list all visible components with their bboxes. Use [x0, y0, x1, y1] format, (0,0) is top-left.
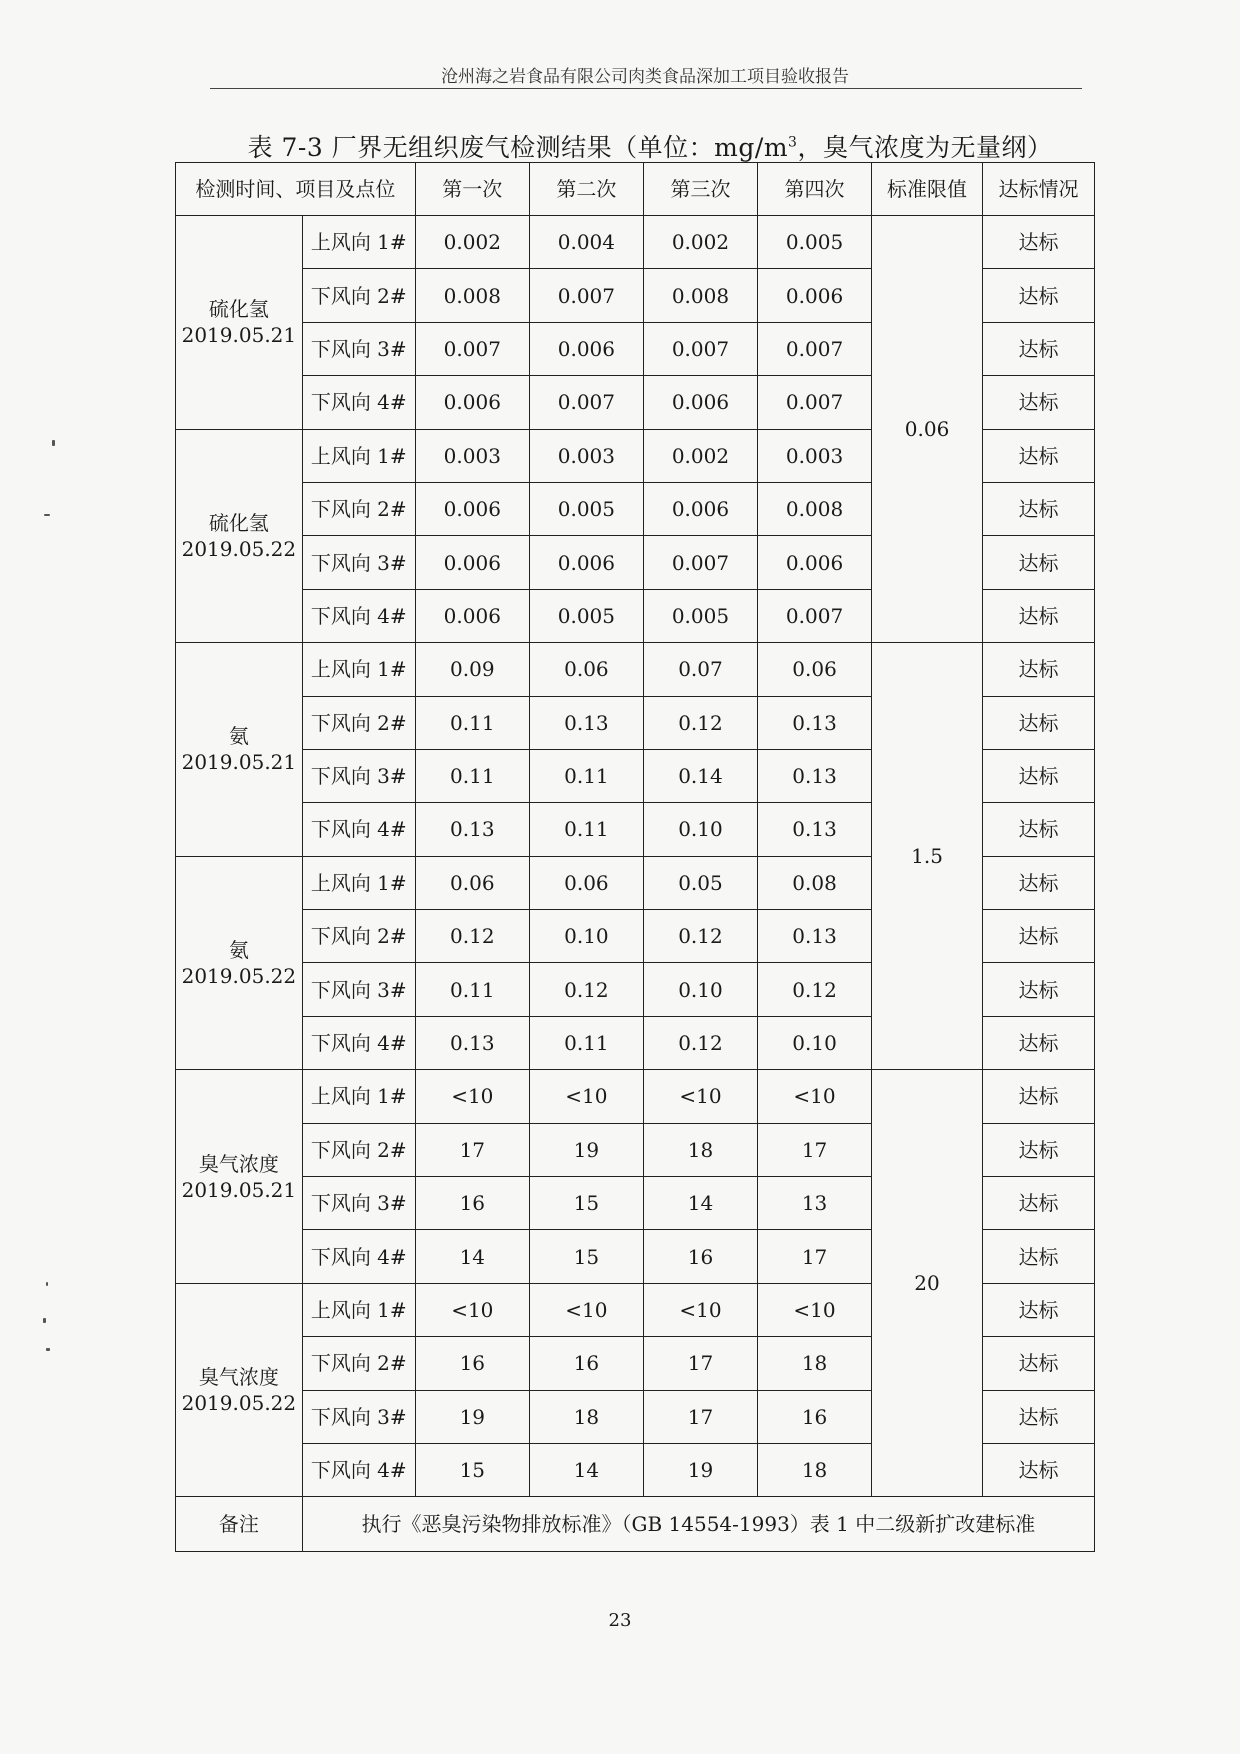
caption-prefix: 表 7-3 厂界无组织废气检测结果（单位：mg/m — [247, 133, 789, 162]
value-cell-run4: 0.13 — [758, 910, 872, 963]
scan-speck — [46, 1348, 50, 1351]
value-cell-run3: 14 — [643, 1177, 757, 1230]
value-cell-run4: 17 — [758, 1230, 872, 1283]
status-cell: 达标 — [982, 1390, 1094, 1443]
status-cell: 达标 — [982, 643, 1094, 696]
value-cell-run2: 0.005 — [529, 482, 643, 535]
value-cell-run1: 16 — [415, 1337, 529, 1390]
value-cell-run4: 0.13 — [758, 749, 872, 802]
limit-cell: 20 — [872, 1070, 983, 1497]
value-cell-run4: <10 — [758, 1283, 872, 1336]
value-cell-run3: 0.002 — [643, 216, 757, 269]
status-cell: 达标 — [982, 1230, 1094, 1283]
status-cell: 达标 — [982, 1337, 1094, 1390]
value-cell-run4: <10 — [758, 1070, 872, 1123]
value-cell-run4: 0.12 — [758, 963, 872, 1016]
point-cell: 下风向 3# — [302, 1390, 415, 1443]
value-cell-run3: 0.07 — [643, 643, 757, 696]
value-cell-run2: 15 — [529, 1177, 643, 1230]
value-cell-run4: 0.007 — [758, 322, 872, 375]
status-cell: 达标 — [982, 910, 1094, 963]
value-cell-run3: 0.005 — [643, 589, 757, 642]
value-cell-run2: 16 — [529, 1337, 643, 1390]
pollutant-name: 硫化氢 — [208, 297, 269, 322]
caption-superscript: 3 — [788, 134, 798, 151]
value-cell-run3: 0.007 — [643, 322, 757, 375]
value-cell-run1: 0.09 — [415, 643, 529, 696]
value-cell-run2: 0.11 — [529, 1016, 643, 1069]
value-cell-run2: 0.10 — [529, 910, 643, 963]
note-text: 执行《恶臭污染物排放标准》（GB 14554-1993）表 1 中二级新扩改建标准 — [302, 1497, 1094, 1552]
value-cell-run1: 0.06 — [415, 856, 529, 909]
header-limit: 标准限值 — [872, 163, 983, 216]
value-cell-run4: 0.007 — [758, 376, 872, 429]
value-cell-run2: 0.007 — [529, 376, 643, 429]
status-cell: 达标 — [982, 429, 1094, 482]
value-cell-run2: 0.007 — [529, 269, 643, 322]
point-cell: 上风向 1# — [302, 643, 415, 696]
value-cell-run1: 0.11 — [415, 749, 529, 802]
value-cell-run3: <10 — [643, 1283, 757, 1336]
status-cell: 达标 — [982, 963, 1094, 1016]
page-number: 23 — [608, 1610, 632, 1631]
table-row — [176, 216, 1095, 269]
value-cell-run4: 18 — [758, 1337, 872, 1390]
value-cell-run3: 0.12 — [643, 696, 757, 749]
value-cell-run4: 16 — [758, 1390, 872, 1443]
point-cell: 下风向 2# — [302, 482, 415, 535]
value-cell-run2: 18 — [529, 1390, 643, 1443]
status-cell: 达标 — [982, 269, 1094, 322]
value-cell-run2: 14 — [529, 1443, 643, 1496]
value-cell-run4: 0.008 — [758, 482, 872, 535]
value-cell-run3: 0.006 — [643, 376, 757, 429]
value-cell-run2: 0.005 — [529, 589, 643, 642]
value-cell-run2: 0.11 — [529, 749, 643, 802]
value-cell-run2: 0.006 — [529, 322, 643, 375]
header-run3: 第三次 — [643, 163, 757, 216]
status-cell: 达标 — [982, 803, 1094, 856]
value-cell-run3: 0.12 — [643, 1016, 757, 1069]
value-cell-run3: 0.008 — [643, 269, 757, 322]
value-cell-run4: 0.10 — [758, 1016, 872, 1069]
status-cell: 达标 — [982, 536, 1094, 589]
point-cell: 下风向 4# — [302, 1443, 415, 1496]
value-cell-run4: 0.007 — [758, 589, 872, 642]
value-cell-run3: <10 — [643, 1070, 757, 1123]
header-run4: 第四次 — [758, 163, 872, 216]
value-cell-run2: 0.11 — [529, 803, 643, 856]
value-cell-run1: 0.11 — [415, 696, 529, 749]
status-cell: 达标 — [982, 696, 1094, 749]
value-cell-run2: 0.06 — [529, 643, 643, 696]
table-row — [176, 1070, 1095, 1123]
value-cell-run4: 0.006 — [758, 536, 872, 589]
group-cell — [176, 1283, 303, 1497]
scan-speck — [43, 1318, 46, 1323]
table-row — [176, 643, 1095, 696]
status-cell: 达标 — [982, 1123, 1094, 1176]
value-cell-run3: 17 — [643, 1337, 757, 1390]
point-cell: 下风向 4# — [302, 1230, 415, 1283]
value-cell-run3: 19 — [643, 1443, 757, 1496]
sampling-date: 2019.05.22 — [181, 963, 297, 988]
value-cell-run3: 0.12 — [643, 910, 757, 963]
value-cell-run1: 0.12 — [415, 910, 529, 963]
value-cell-run3: 0.006 — [643, 482, 757, 535]
value-cell-run3: 0.14 — [643, 749, 757, 802]
value-cell-run1: 15 — [415, 1443, 529, 1496]
value-cell-run2: <10 — [529, 1070, 643, 1123]
header-item: 检测时间、项目及点位 — [176, 163, 416, 216]
value-cell-run3: 16 — [643, 1230, 757, 1283]
point-cell: 上风向 1# — [302, 1283, 415, 1336]
point-cell: 下风向 4# — [302, 803, 415, 856]
value-cell-run3: 0.10 — [643, 803, 757, 856]
point-cell: 下风向 3# — [302, 1177, 415, 1230]
value-cell-run1: <10 — [415, 1070, 529, 1123]
value-cell-run4: 0.003 — [758, 429, 872, 482]
point-cell: 下风向 3# — [302, 963, 415, 1016]
status-cell: 达标 — [982, 376, 1094, 429]
value-cell-run2: 0.12 — [529, 963, 643, 1016]
value-cell-run1: 0.002 — [415, 216, 529, 269]
value-cell-run1: 0.008 — [415, 269, 529, 322]
point-cell: 下风向 2# — [302, 1337, 415, 1390]
value-cell-run3: 18 — [643, 1123, 757, 1176]
sampling-date: 2019.05.22 — [181, 536, 297, 561]
header-rule — [210, 88, 1082, 89]
value-cell-run4: 18 — [758, 1443, 872, 1496]
value-cell-run4: 17 — [758, 1123, 872, 1176]
value-cell-run3: 0.002 — [643, 429, 757, 482]
value-cell-run1: 17 — [415, 1123, 529, 1176]
sampling-date: 2019.05.22 — [181, 1391, 297, 1416]
status-cell: 达标 — [982, 216, 1094, 269]
value-cell-run4: 0.006 — [758, 269, 872, 322]
point-cell: 下风向 4# — [302, 1016, 415, 1069]
point-cell: 下风向 3# — [302, 536, 415, 589]
caption-suffix: ，臭气浓度为无量纲） — [797, 133, 1053, 162]
table-header-row — [176, 163, 1095, 216]
point-cell: 上风向 1# — [302, 1070, 415, 1123]
value-cell-run3: 0.007 — [643, 536, 757, 589]
value-cell-run1: 19 — [415, 1390, 529, 1443]
value-cell-run1: 0.003 — [415, 429, 529, 482]
pollutant-name: 臭气浓度 — [198, 1365, 279, 1390]
value-cell-run4: 13 — [758, 1177, 872, 1230]
status-cell: 达标 — [982, 482, 1094, 535]
value-cell-run2: <10 — [529, 1283, 643, 1336]
point-cell: 下风向 3# — [302, 749, 415, 802]
value-cell-run1: 0.006 — [415, 376, 529, 429]
value-cell-run2: 15 — [529, 1230, 643, 1283]
status-cell: 达标 — [982, 1016, 1094, 1069]
point-cell: 下风向 3# — [302, 322, 415, 375]
status-cell: 达标 — [982, 1443, 1094, 1496]
value-cell-run2: 0.006 — [529, 536, 643, 589]
scan-speck — [46, 1282, 48, 1286]
value-cell-run4: 0.06 — [758, 643, 872, 696]
value-cell-run4: 0.13 — [758, 803, 872, 856]
status-cell: 达标 — [982, 1283, 1094, 1336]
value-cell-run4: 0.13 — [758, 696, 872, 749]
sampling-date: 2019.05.21 — [181, 750, 297, 775]
value-cell-run2: 0.06 — [529, 856, 643, 909]
scan-speck — [52, 440, 55, 446]
point-cell: 下风向 4# — [302, 376, 415, 429]
table-caption — [200, 128, 1100, 164]
value-cell-run2: 0.004 — [529, 216, 643, 269]
group-cell — [176, 856, 303, 1070]
point-cell: 下风向 2# — [302, 1123, 415, 1176]
group-cell — [176, 1070, 303, 1284]
group-cell — [176, 216, 303, 430]
limit-cell: 0.06 — [872, 216, 983, 643]
header-run2: 第二次 — [529, 163, 643, 216]
point-cell: 上风向 1# — [302, 429, 415, 482]
emission-results-table — [175, 162, 1095, 1552]
status-cell: 达标 — [982, 856, 1094, 909]
value-cell-run1: 0.006 — [415, 589, 529, 642]
status-cell: 达标 — [982, 322, 1094, 375]
point-cell: 下风向 4# — [302, 589, 415, 642]
note-row — [176, 1497, 1095, 1552]
pollutant-name: 硫化氢 — [208, 510, 269, 535]
value-cell-run2: 0.003 — [529, 429, 643, 482]
point-cell: 上风向 1# — [302, 216, 415, 269]
point-cell: 下风向 2# — [302, 269, 415, 322]
value-cell-run1: 0.007 — [415, 322, 529, 375]
value-cell-run3: 0.05 — [643, 856, 757, 909]
status-cell: 达标 — [982, 1070, 1094, 1123]
value-cell-run1: 0.006 — [415, 536, 529, 589]
status-cell: 达标 — [982, 589, 1094, 642]
point-cell: 下风向 2# — [302, 910, 415, 963]
value-cell-run2: 0.13 — [529, 696, 643, 749]
note-label: 备注 — [176, 1497, 303, 1552]
value-cell-run1: <10 — [415, 1283, 529, 1336]
group-cell — [176, 429, 303, 643]
value-cell-run1: 14 — [415, 1230, 529, 1283]
value-cell-run3: 0.10 — [643, 963, 757, 1016]
value-cell-run1: 0.006 — [415, 482, 529, 535]
group-cell — [176, 643, 303, 857]
pollutant-name: 氨 — [228, 937, 249, 962]
header-run1: 第一次 — [415, 163, 529, 216]
status-cell: 达标 — [982, 749, 1094, 802]
pollutant-name: 氨 — [228, 724, 249, 749]
value-cell-run1: 0.13 — [415, 1016, 529, 1069]
value-cell-run4: 0.08 — [758, 856, 872, 909]
value-cell-run1: 16 — [415, 1177, 529, 1230]
point-cell: 下风向 2# — [302, 696, 415, 749]
header-status: 达标情况 — [982, 163, 1094, 216]
scan-speck — [44, 514, 50, 516]
point-cell: 上风向 1# — [302, 856, 415, 909]
value-cell-run3: 17 — [643, 1390, 757, 1443]
value-cell-run2: 19 — [529, 1123, 643, 1176]
limit-cell: 1.5 — [872, 643, 983, 1070]
value-cell-run1: 0.11 — [415, 963, 529, 1016]
table-body — [176, 216, 1095, 1552]
value-cell-run1: 0.13 — [415, 803, 529, 856]
sampling-date: 2019.05.21 — [181, 1177, 297, 1202]
sampling-date: 2019.05.21 — [181, 323, 297, 348]
status-cell: 达标 — [982, 1177, 1094, 1230]
report-header: 沧州海之岩食品有限公司肉类食品深加工项目验收报告 — [441, 67, 849, 87]
value-cell-run4: 0.005 — [758, 216, 872, 269]
pollutant-name: 臭气浓度 — [198, 1151, 279, 1176]
